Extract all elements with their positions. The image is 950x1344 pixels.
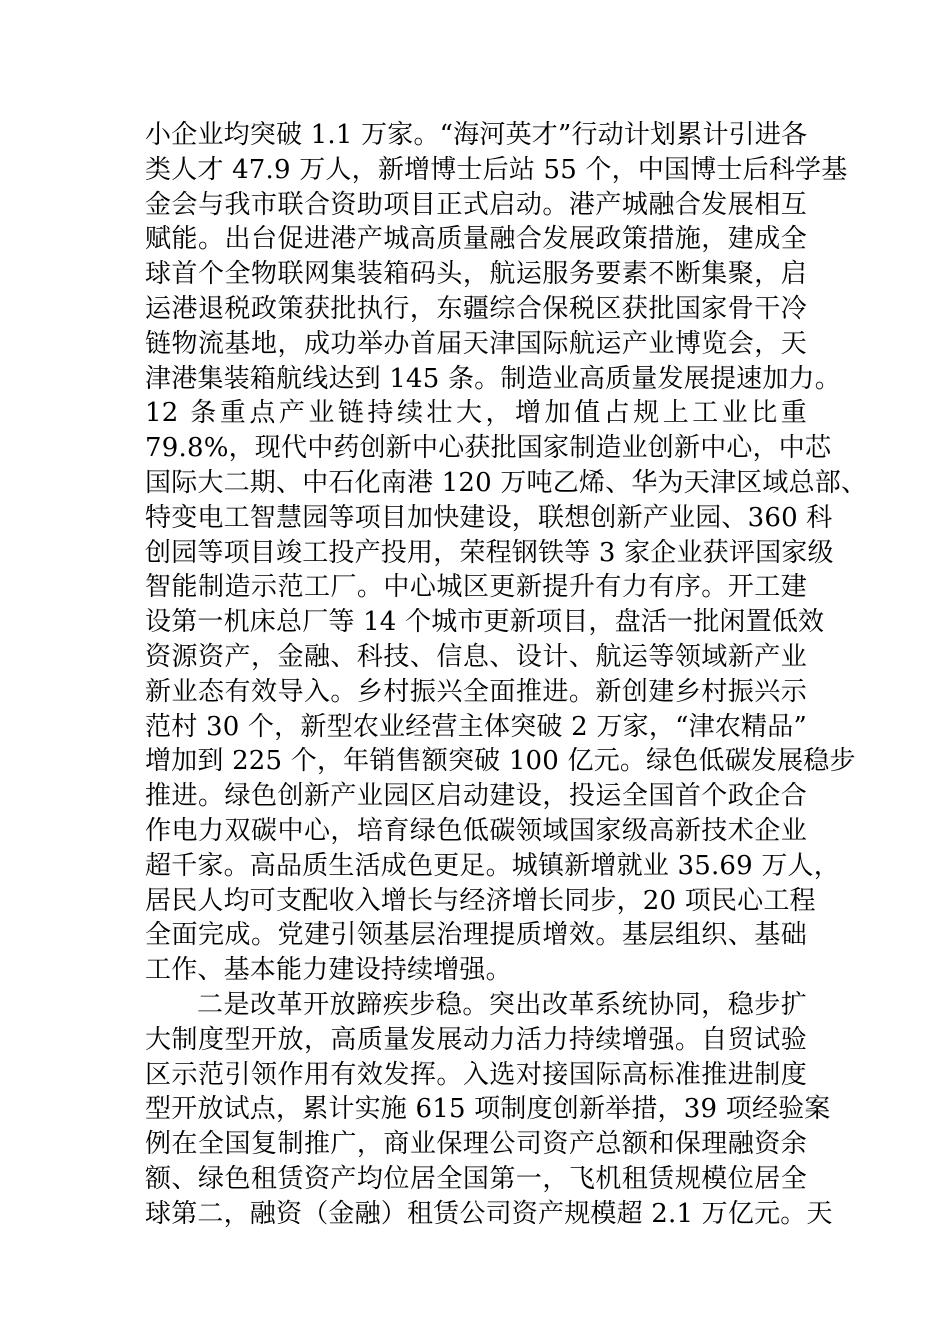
text-line: 金会与我市联合资助项目正式启动。港产城融合发展相互 (145, 189, 807, 220)
text-line: 类人才 47.9 万人，新增博士后站 55 个，中国博士后科学基 (145, 154, 848, 185)
document-body (145, 118, 868, 1232)
text-line: 创园等项目竣工投产投用，荣程钢铁等 3 家企业获评国家级 (145, 537, 834, 568)
text-line: 运港退税政策获批执行，东疆综合保税区获批国家骨干冷 (145, 293, 807, 324)
text-line: 作电力双碳中心，培育绿色低碳领域国家级高新技术企业 (145, 815, 807, 846)
text-line: 推进。绿色创新产业园区启动建设，投运全国首个政企合 (145, 781, 807, 812)
text-line: 大制度型开放，高质量发展动力活力持续增强。自贸试验 (145, 1024, 807, 1055)
text-line: 工作、基本能力建设持续增强。 (145, 955, 512, 986)
text-line: 二是改革开放蹄疾步稳。突出改革系统协同，稳步扩 (197, 989, 807, 1020)
text-line: 特变电工智慧园等项目加快建设，联想创新产业园、360 科 (145, 502, 833, 533)
text-line: 设第一机床总厂等 14 个城市更新项目，盘活一批闲置低效 (145, 607, 825, 638)
text-line: 津港集装箱航线达到 145 条。制造业高质量发展提速加力。 (145, 363, 841, 394)
text-line: 智能制造示范工厂。中心城区更新提升有力有序。开工建 (145, 572, 807, 603)
text-line: 球首个全物联网集装箱码头，航运服务要素不断集聚，启 (145, 259, 807, 290)
paragraph-2 (145, 988, 833, 1232)
text-line: 范村 30 个，新型农业经营主体突破 2 万家，“津农精品” (145, 711, 807, 742)
text-line: 增加到 225 个，年销售额突破 100 亿元。绿色低碳发展稳步 (145, 746, 856, 777)
text-line: 型开放试点，累计实施 615 项制度创新举措，39 项经验案 (145, 1094, 831, 1125)
text-line: 居民人均可支配收入增长与经济增长同步，20 项民心工程 (145, 885, 816, 916)
text-line: 全面完成。党建引领基层治理提质增效。基层组织、基础 (145, 920, 807, 951)
text-line: 12 条重点产业链持续壮大，增加值占规上工业比重 (145, 398, 807, 429)
text-line: 额、绿色租赁资产均位居全国第一，飞机租赁规模位居全 (145, 1163, 807, 1194)
text-line: 例在全国复制推广，商业保理公司资产总额和保理融资余 (145, 1129, 807, 1160)
text-line: 超千家。高品质生活成色更足。城镇新增就业 35.69 万人， (145, 850, 840, 881)
paragraph-1 (145, 118, 868, 988)
text-line: 国际大二期、中石化南港 120 万吨乙烯、华为天津区域总部、 (145, 467, 868, 498)
text-line: 79.8%，现代中药创新中心获批国家制造业创新中心，中芯 (145, 433, 832, 464)
text-line: 赋能。出台促进港产城高质量融合发展政策措施，建成全 (145, 224, 807, 255)
text-line: 资源资产，金融、科技、信息、设计、航运等领域新产业 (145, 641, 807, 672)
text-line: 链物流基地，成功举办首届天津国际航运产业博览会，天 (145, 328, 807, 359)
text-line: 新业态有效导入。乡村振兴全面推进。新创建乡村振兴示 (145, 676, 807, 707)
text-line: 小企业均突破 1.1 万家。“海河英才”行动计划累计引进各 (145, 120, 808, 150)
text-line: 区示范引领作用有效发挥。入选对接国际高标准推进制度 (145, 1059, 807, 1090)
text-line: 球第二，融资（金融）租赁公司资产规模超 2.1 万亿元。天 (145, 1198, 833, 1229)
